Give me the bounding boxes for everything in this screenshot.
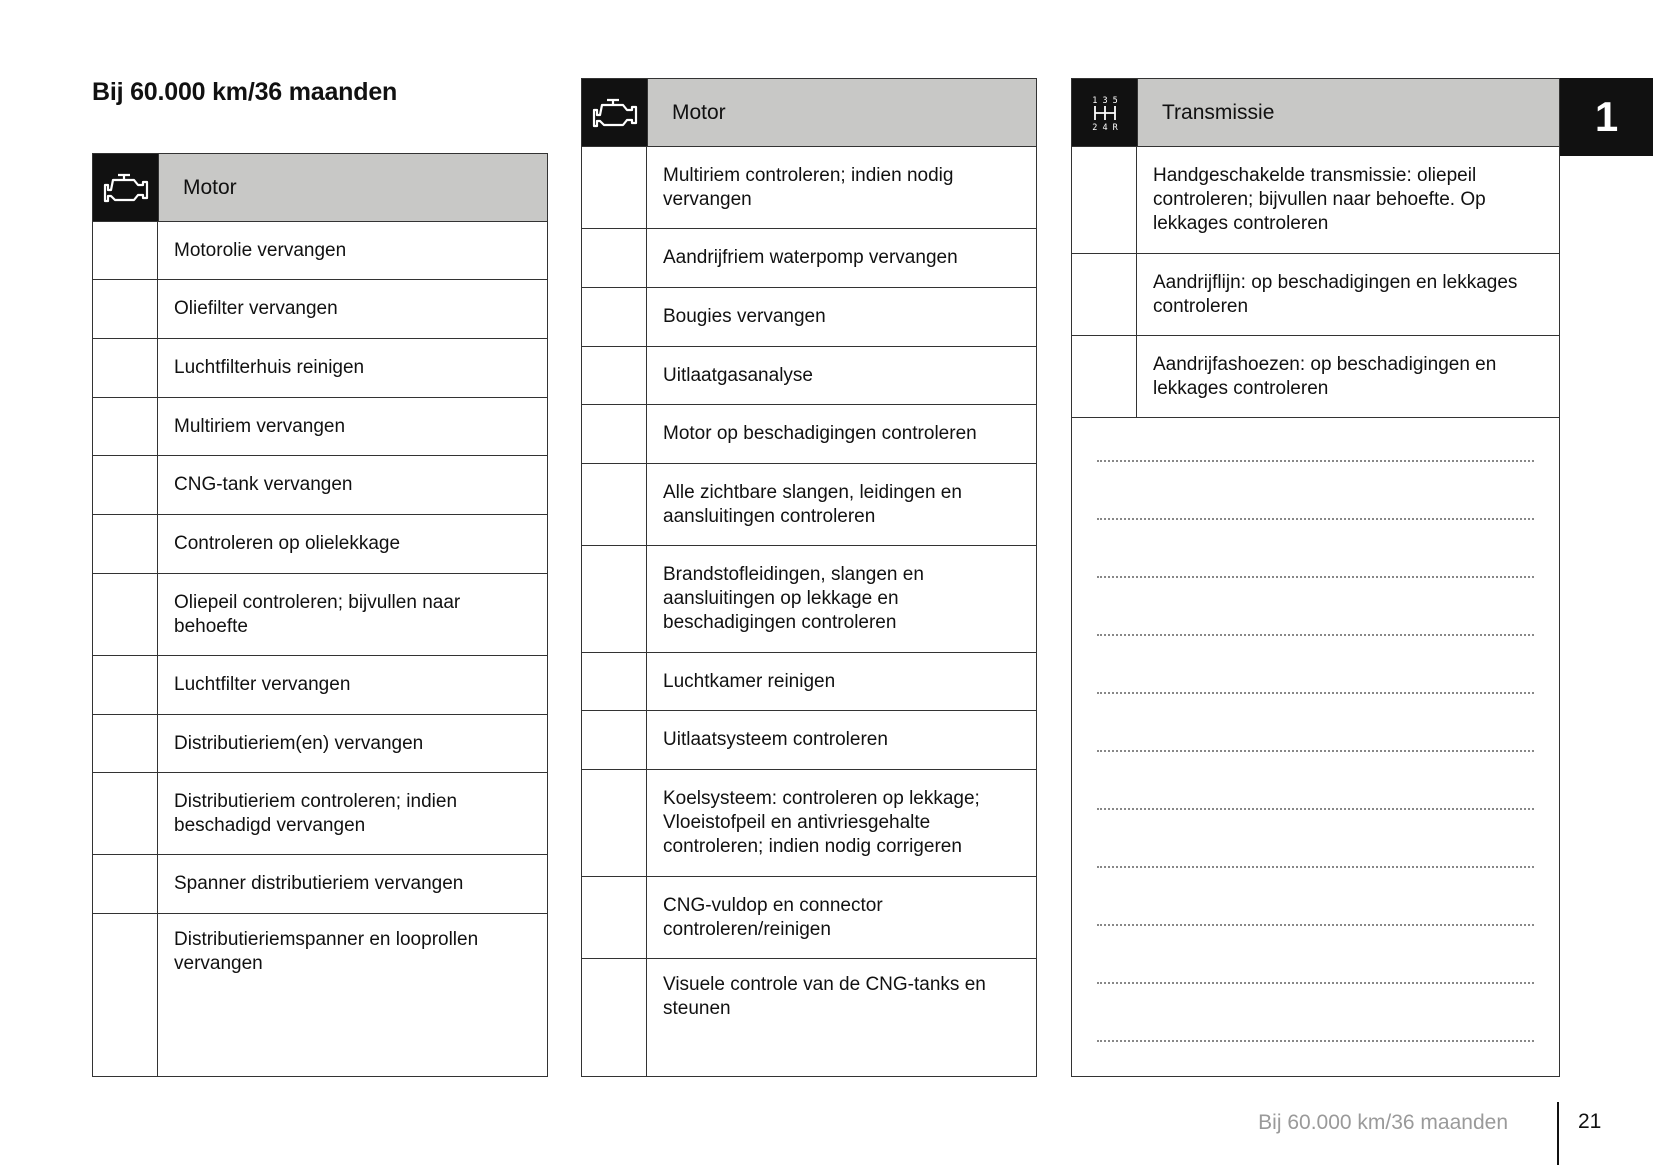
checkbox[interactable] <box>93 398 158 455</box>
checkbox[interactable] <box>93 855 158 913</box>
checklist-item-label: CNG-tank vervangen <box>174 474 353 495</box>
footer-divider <box>1557 1102 1559 1165</box>
checklist-row <box>582 147 1036 229</box>
checklist-item-label: Handgeschakelde transmissie: oliepeil controleren; bijvullen naar behoefte. Op lekkages controleren <box>1153 165 1486 234</box>
checkbox[interactable] <box>93 339 158 397</box>
checkbox[interactable] <box>93 222 158 279</box>
panel-header <box>582 79 1036 147</box>
checkbox[interactable] <box>582 347 647 404</box>
checkbox[interactable] <box>93 515 158 573</box>
checklist-item-label: Alle zichtbare slangen, leidingen en aansluitingen controleren <box>663 481 962 527</box>
checklist-row <box>582 464 1036 546</box>
checkbox[interactable] <box>582 770 647 876</box>
checklist-row <box>582 229 1036 288</box>
checkbox[interactable] <box>1072 336 1137 417</box>
checklist-item-label: Koelsysteem: controleren op lekkage; Vloeistofpeil en antivriesgehalte controleren; indien nodig corrigeren <box>663 788 980 857</box>
checkbox[interactable] <box>582 405 647 463</box>
checklist-item-label: Multiriem vervangen <box>174 415 346 437</box>
checkbox[interactable] <box>582 877 647 958</box>
checklist-item-label: Oliefilter vervangen <box>174 298 338 319</box>
checkbox[interactable] <box>1072 147 1137 253</box>
checklist-row <box>582 653 1036 711</box>
checkbox[interactable] <box>93 574 158 655</box>
checklist-row <box>582 877 1036 959</box>
checklist-row <box>582 770 1036 877</box>
chapter-tab: 1 <box>1560 78 1653 156</box>
checklist-item-label: Controleren op olielekkage <box>174 533 401 554</box>
checklist-item-label: Visuele controle van de CNG-tanks en steunen <box>663 974 986 1019</box>
transmission-checklist-panel <box>1071 78 1560 1077</box>
checkbox[interactable] <box>93 715 158 772</box>
checklist-row <box>1072 147 1559 254</box>
gearshift-top-label: 1 3 5 <box>1091 95 1118 106</box>
checklist-row <box>1072 336 1559 418</box>
engine-icon <box>93 154 159 221</box>
checklist-item-label: Aandrijfashoezen: op beschadigingen en lekkages controleren <box>1153 353 1497 399</box>
checklist-row <box>582 347 1036 405</box>
checklist-item-label: Distributieriem(en) vervangen <box>174 732 424 754</box>
checkbox[interactable] <box>582 288 647 346</box>
checklist-item-label: Motor op beschadigingen controleren <box>663 423 977 444</box>
gearshift-icon <box>1072 79 1138 146</box>
checklist-row <box>93 398 547 456</box>
note-line <box>1097 808 1534 810</box>
checklist-item-label: Spanner distributieriem vervangen <box>174 873 464 894</box>
checklist-row <box>582 546 1036 653</box>
checklist-row <box>93 222 547 280</box>
checklist-item-label: Distributieriemspanner en looprollen vervangen <box>174 929 479 974</box>
checkbox[interactable] <box>93 280 158 338</box>
motor-checklist-panel-2 <box>581 78 1037 1077</box>
checklist-row <box>582 959 1036 1076</box>
note-line <box>1097 634 1534 636</box>
checkbox[interactable] <box>582 711 647 769</box>
checklist-item-label: Luchtkamer reinigen <box>663 670 836 692</box>
checkbox[interactable] <box>582 546 647 652</box>
checklist-row <box>93 914 547 1076</box>
checklist-row <box>93 656 547 715</box>
panel-header <box>1072 79 1559 147</box>
checkbox[interactable] <box>1072 254 1137 335</box>
note-line <box>1097 518 1534 520</box>
gearshift-bottom-label: 2 4 R <box>1091 122 1118 133</box>
checkbox[interactable] <box>93 773 158 854</box>
checklist-item-label: Brandstofleidingen, slangen en aansluitingen op lekkage en beschadigingen controleren <box>663 564 924 633</box>
panel-title: Motor <box>159 154 547 221</box>
checklist-item-label: Multiriem controleren; indien nodig vervangen <box>663 164 954 210</box>
page-title: Bij 60.000 km/36 maanden <box>92 78 398 106</box>
checklist-item-label: Uitlaatgasanalyse <box>663 364 813 386</box>
checkbox[interactable] <box>582 959 647 1076</box>
checklist-row <box>582 405 1036 464</box>
checklist-row <box>93 456 547 515</box>
checklist-row <box>582 711 1036 770</box>
checklist-row <box>93 574 547 656</box>
note-line <box>1097 924 1534 926</box>
note-line <box>1097 576 1534 578</box>
checklist-item-label: Bougies vervangen <box>663 306 826 327</box>
note-line <box>1097 692 1534 694</box>
checklist-item-label: Distributieriem controleren; indien beschadigd vervangen <box>174 790 458 836</box>
footer-section-label: Bij 60.000 km/36 maanden <box>1258 1111 1508 1134</box>
note-line <box>1097 982 1534 984</box>
notes-area[interactable] <box>1072 418 1559 1076</box>
checkbox[interactable] <box>582 653 647 710</box>
checklist-item-label: Uitlaatsysteem controleren <box>663 729 888 750</box>
checkbox[interactable] <box>582 147 647 228</box>
checklist-row <box>1072 254 1559 336</box>
panel-title: Transmissie <box>1138 79 1559 146</box>
checklist-item-label: Luchtfilterhuis reinigen <box>174 357 365 378</box>
checkbox[interactable] <box>93 456 158 514</box>
note-line <box>1097 1040 1534 1042</box>
note-line <box>1097 460 1534 462</box>
checkbox[interactable] <box>93 914 158 1076</box>
checkbox[interactable] <box>582 464 647 545</box>
note-line <box>1097 866 1534 868</box>
panel-title: Motor <box>648 79 1036 146</box>
checklist-item-label: Aandrijfriem waterpomp vervangen <box>663 247 958 268</box>
panel-header <box>93 154 547 222</box>
checkbox[interactable] <box>582 229 647 287</box>
checklist-row <box>93 773 547 855</box>
checklist-row <box>93 715 547 773</box>
motor-checklist-panel <box>92 153 548 1077</box>
checklist-row <box>582 288 1036 347</box>
page-number: 21 <box>1578 1110 1602 1133</box>
checklist-item-label: Luchtfilter vervangen <box>174 674 351 695</box>
checklist-item-label: CNG-vuldop en connector controleren/reinigen <box>663 894 883 940</box>
checklist-row <box>93 280 547 339</box>
engine-icon <box>582 79 648 146</box>
note-line <box>1097 750 1534 752</box>
checklist-row <box>93 515 547 574</box>
checkbox[interactable] <box>93 656 158 714</box>
checklist-row <box>93 855 547 914</box>
checklist-item-label: Motorolie vervangen <box>174 239 347 261</box>
checklist-item-label: Aandrijflijn: op beschadigingen en lekkages controleren <box>1153 271 1518 317</box>
checklist-item-label: Oliepeil controleren; bijvullen naar behoefte <box>174 591 461 637</box>
checklist-row <box>93 339 547 398</box>
